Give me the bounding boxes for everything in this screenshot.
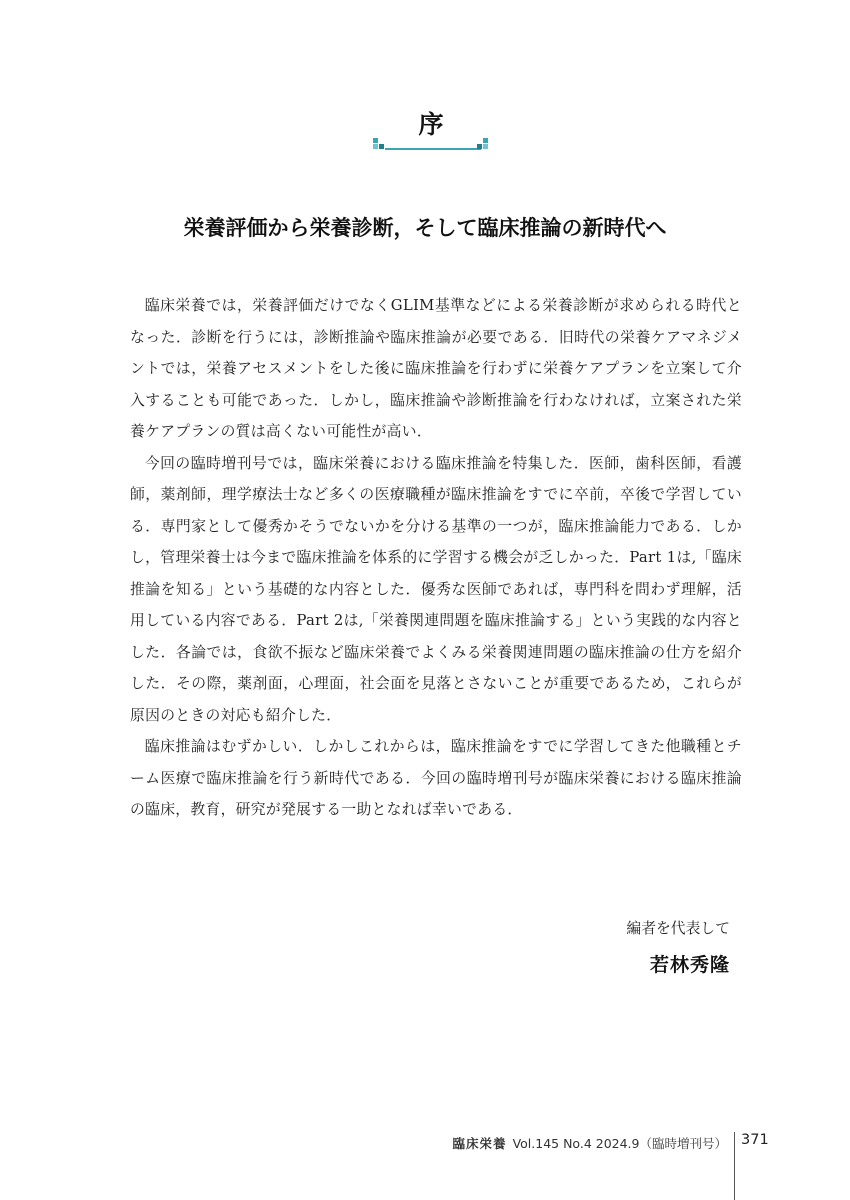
page-footer	[0, 1132, 850, 1162]
paragraph: 臨床栄養では，栄養評価だけでなくGLIM基準などによる栄養診断が求められる時代となった．診断を行うには，診断推論や臨床推論が必要である．旧時代の栄養ケアマネジメントでは，栄養アセスメントをした後に臨床推論を行わずに栄養ケアプランを立案して介入することも可能であった．しかし，臨床推論や診断推論を行わなければ，立案された栄養ケアプランの質は高くない可能性が高い．	[130, 297, 742, 440]
ornament-right-square-3	[477, 144, 482, 149]
paragraph: 今回の臨時増刊号では，臨床栄養における臨床推論を特集した．医師，歯科医師，看護師，薬剤師，理学療法士など多くの医療職種が臨床推論をすでに卒前，卒後で学習している．専門家として優秀かそうでないかを分ける基準の一つが，臨床推論能力である．しかし，管理栄養士は今まで臨床推論を体系的に学習する機会が乏しかった．Part 1は,「臨床推論を知る」という基礎的な内容とした．優秀な医師であれば，専門科を問わず理解，活用している内容である．Part 2は,「栄養関連問題を臨床推論する」という実践的な内容とした．各論では，食欲不振など臨床栄養でよくみる栄養関連問題の臨床推論の仕方を紹介した．その際，薬剤面，心理面，社会面を見落とさないことが重要であるため，これらが原因のときの対応も紹介した．	[130, 454, 742, 724]
footer-journal-name: 臨床栄養	[452, 1136, 507, 1151]
footer-issue: Vol.145 No.4 2024.9（臨時増刊号）	[512, 1136, 727, 1151]
ornament-right-square-1	[483, 138, 488, 143]
footer-journal-info	[453, 1134, 727, 1152]
ornament-right-square-2	[483, 144, 488, 149]
signature-role: 編者を代表して	[626, 920, 730, 937]
heading-underline	[385, 148, 481, 150]
article-title: 栄養評価から栄養診断，そして臨床推論の新時代へ	[183, 216, 667, 240]
signature-name: 若林秀隆	[649, 954, 730, 976]
ornament-left-square-2	[373, 144, 378, 149]
footer-divider	[734, 1132, 735, 1200]
article-body	[130, 290, 742, 826]
page-number: 371	[741, 1132, 769, 1148]
ornament-left-square-1	[373, 138, 378, 143]
ornament-left-square-3	[379, 144, 384, 149]
paragraph: 臨床推論はむずかしい．しかしこれからは，臨床推論をすでに学習してきた他職種とチーム医療で臨床推論を行う新時代である．今回の臨時増刊号が臨床栄養における臨床推論の臨床，教育，研究が発展する一助となれば幸いである．	[130, 738, 742, 818]
section-heading-text: 序	[418, 110, 444, 139]
